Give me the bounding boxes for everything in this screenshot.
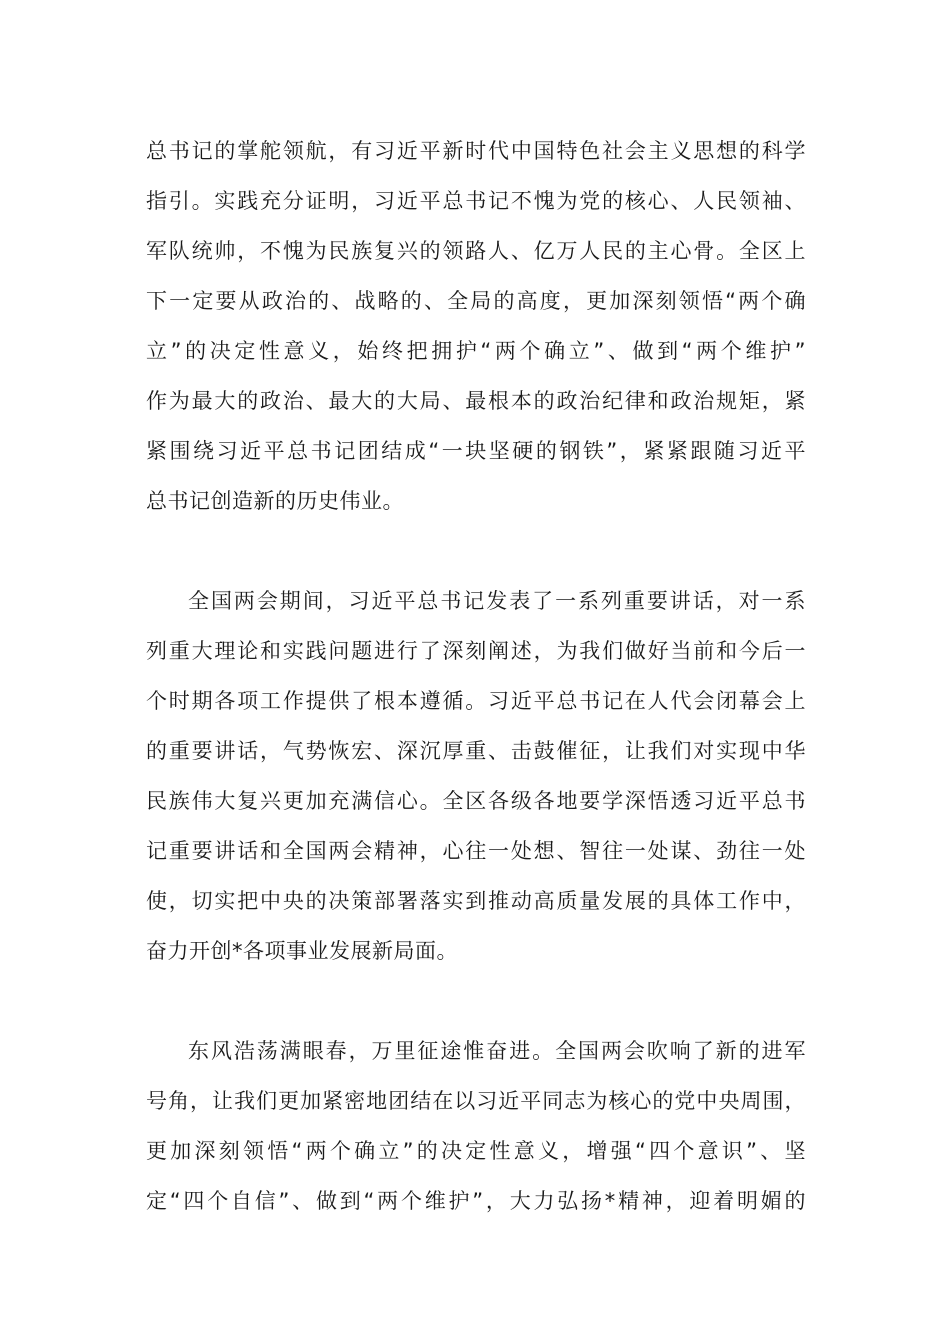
text-line: 更加深刻领悟“两个确立”的决定性意义，增强“四个意识”、坚 [146, 1139, 806, 1163]
text-line: 的重要讲话，气势恢宏、深沉厚重、击鼓催征，让我们对实现中华 [146, 739, 806, 763]
text-line: 总书记创造新的历史伟业。 [146, 489, 404, 513]
text-line: 个时期各项工作提供了根本遵循。习近平总书记在人代会闭幕会上 [146, 689, 806, 713]
text-line: 全国两会期间，习近平总书记发表了一系列重要讲话，对一系 [188, 589, 806, 613]
text-line: 民族伟大复兴更加充满信心。全区各级各地要学深悟透习近平总书 [146, 789, 806, 813]
text-line: 立”的决定性意义，始终把拥护“两个确立”、做到“两个维护” [146, 339, 806, 363]
text-line: 指引。实践充分证明，习近平总书记不愧为党的核心、人民领袖、 [146, 189, 806, 213]
text-line: 记重要讲话和全国两会精神，心往一处想、智往一处谋、劲往一处 [146, 839, 806, 863]
text-line: 军队统帅，不愧为民族复兴的领路人、亿万人民的主心骨。全区上 [146, 239, 806, 263]
text-line: 列重大理论和实践问题进行了深刻阐述，为我们做好当前和今后一 [146, 639, 806, 663]
text-line: 东风浩荡满眼春，万里征途惟奋进。全国两会吹响了新的进军 [188, 1039, 806, 1063]
text-line: 下一定要从政治的、战略的、全局的高度，更加深刻领悟“两个确 [146, 289, 806, 313]
text-line: 使，切实把中央的决策部署落实到推动高质量发展的具体工作中， [146, 889, 806, 913]
text-line: 号角，让我们更加紧密地团结在以习近平同志为核心的党中央周围， [146, 1089, 806, 1113]
text-line: 紧围绕习近平总书记团结成“一块坚硬的钢铁”，紧紧跟随习近平 [146, 439, 806, 463]
text-line: 作为最大的政治、最大的大局、最根本的政治纪律和政治规矩，紧 [146, 389, 806, 413]
text-line: 奋力开创*各项事业发展新局面。 [146, 939, 458, 963]
text-line: 总书记的掌舵领航，有习近平新时代中国特色社会主义思想的科学 [146, 139, 806, 163]
text-line: 定“四个自信”、做到“两个维护”，大力弘扬*精神，迎着明媚的 [146, 1189, 806, 1213]
